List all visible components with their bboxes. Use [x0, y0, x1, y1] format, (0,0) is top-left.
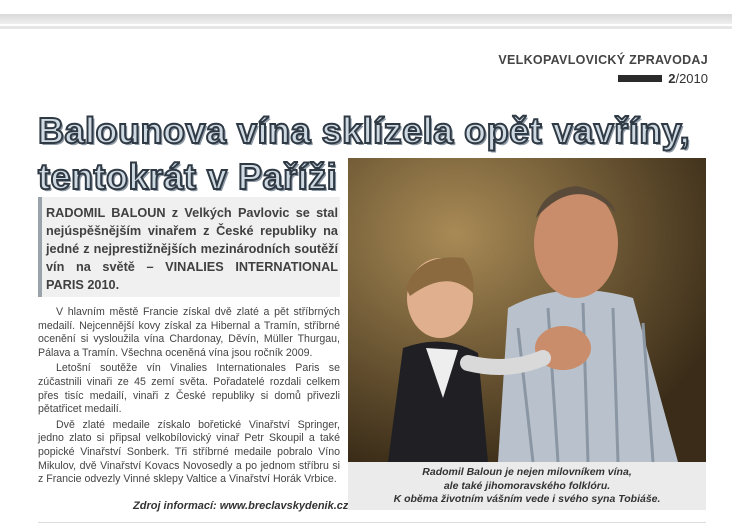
issue-bar-decoration: [618, 75, 662, 82]
article-lead: RADOMIL BALOUN z Velkých Pavlovic se stal nejúspěšnějším vinařem z České republiky na jedné z nejprestižnějších mezinárodních soutěží vín na světě – VINALIES INTERNATIONAL PARIS 2010.: [46, 206, 338, 292]
caption-line-1: Radomil Baloun je nejen milovníkem vína,: [422, 466, 632, 478]
photo-illustration: [348, 158, 706, 462]
caption-line-2: ale také jihomoravského folklóru.: [443, 479, 611, 492]
top-decorative-line: [0, 26, 732, 29]
body-paragraph-2: Letošní soutěže vín Vinalies Internationales Paris se zúčastnili vinaři ze 45 zemí světa. Pořadatelé rozdali celkem přes tisíc medailí, vinaři z České republiky si domů přivezli pětatřicet medailí.: [38, 362, 340, 416]
article-body: [38, 306, 340, 489]
body-paragraph-3: Dvě zlaté medaile získalo bořetické Vinařství Springer, jedno zlato si připsal velkobílovický vinař Petr Skoupil a také popické Vinařství Sonberk. Tři stříbrné medaile pobralo Víno Mikulov, dvě Vinařství Kovacs Novosedly a po jednom stříbru si z Francie odvezly Vinné sklepy Valtice a Vinařství Horák Vrbice.: [38, 418, 340, 486]
article-photo: [348, 158, 706, 462]
headline-line-2: tentokrát v Paříži: [38, 156, 338, 197]
headline-line-1: Balounova vína sklízela opět vavříny,: [38, 110, 691, 151]
publication-name: VELKOPAVLOVICKÝ ZPRAVODAJ: [498, 53, 708, 67]
issue-label: [618, 71, 708, 86]
issue-number: 2: [668, 71, 676, 86]
boy-arm: [468, 358, 543, 367]
body-paragraph-1: V hlavním městě Francie získal dvě zlaté a pět stříbrných medailí. Nejcennější kovy získal za Hibernal a Tramín, stříbrné ocenění si vysloužila vína Chardonay, Děvín, Müller Thurgau, Pálava a Tramín. Všechna oceněná vína jsou ročník 2009.: [38, 306, 340, 359]
bottom-rule: [38, 522, 706, 523]
photo-caption: [348, 466, 706, 507]
caption-line-3: K oběma životním vášním vede i svého syna Tobiáše.: [393, 493, 661, 505]
lead-box-accent: [38, 197, 42, 297]
top-decorative-band: [0, 14, 732, 24]
article-source: Zdroj informací: www.breclavskydenik.cz: [133, 500, 349, 512]
issue-year: /2010: [675, 71, 708, 86]
